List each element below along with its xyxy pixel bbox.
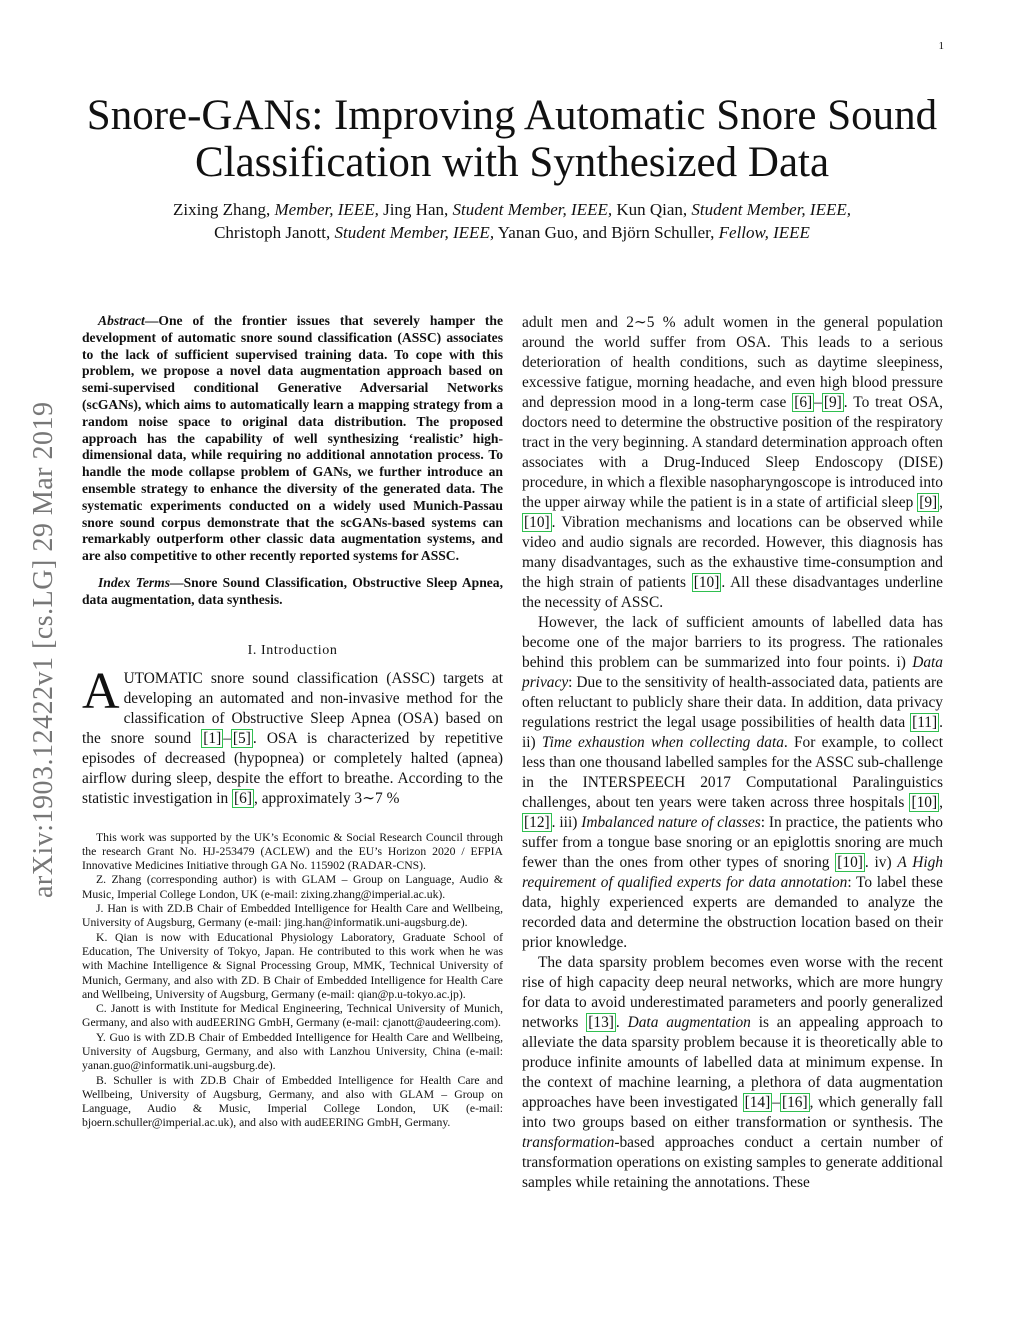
citation-link[interactable]: [6] xyxy=(234,789,252,807)
footnotes xyxy=(82,831,503,1131)
author-list xyxy=(100,198,924,244)
abstract-label: Abstract xyxy=(98,313,145,328)
section-heading: I. Introduction xyxy=(247,642,338,658)
abstract-text: —One of the frontier issues that severely hamper the development of automatic snore sound classification (ASSC) associates to the lack of sufficient supervised training data. To cope with this problem, we propose a novel data augmentation approach based on semi-supervised conditional Generative Adversarial Networks (scGANs), which aims to automatically learn a mapping strategy from a random noise space to original data distribution. The proposed approach has the capability of well synthesizing ‘realistic’ high-dimensional data, while requiring no additional annotation process. To handle the mode collapse problem of GANs, we further introduce an ensemble strategy to enhance the diversity of the generated data. The systematic experiments conducted on a widely used Munich-Passau snore sound corpus demonstrate that the scGANs-based systems can remarkably outperform other classic data augmentation systems, and are also competitive to other recently reported systems for ASSC. xyxy=(82,313,503,564)
author-name: Christoph Janott, xyxy=(214,223,331,242)
body-paragraph xyxy=(522,313,943,613)
intro-text: . OSA is characterized by repetitive episodes of decreased (hypopnea) or completely halted (apnea) airflow during sleep, despite the effort to breathe. According to the statistic investigation in xyxy=(82,729,503,807)
body-text: . iv) xyxy=(864,854,898,871)
author-name: Kun Qian, xyxy=(616,200,688,219)
body-text: . All these disadvantages underline the necessity of ASSC. xyxy=(522,574,943,611)
title-line-2: Classification with Synthesized Data xyxy=(194,139,830,186)
citation-link[interactable]: [13] xyxy=(588,1014,614,1031)
author-affiliation: Fellow, IEEE xyxy=(718,223,810,242)
footnote: J. Han is with ZD.B Chair of Embedded Intelligence for Health Care and Wellbeing, University of Augsburg, Germany (e-mail: jing.han@informatik.uni-augsburg.de). xyxy=(82,902,503,930)
footnote: Y. Guo is with ZD.B Chair of Embedded Intelligence for Health Care and Wellbeing, University of Augsburg, Germany, and also with Lanzhou University, China (e-mail: yanan.guo@informatik.uni-augsburg.de). xyxy=(82,1030,503,1073)
citation-link[interactable]: [11] xyxy=(912,714,938,731)
drop-cap: A xyxy=(82,662,120,720)
emphasis-text: transformation xyxy=(522,1134,615,1151)
body-text: adult men and 2∼5 % adult women in the general population around the world suffer from OSA. This leads to a serious deterioration of health conditions, such as daytime sleepiness, excessive fatigue, morning headache, and even high blood pressure and depression mood in a long-term case xyxy=(522,314,943,411)
body-text: However, the lack of sufficient amounts of labelled data has become one of the major barriers to its progress. The rationales behind this problem can be summarized into four points. i) xyxy=(522,614,943,671)
emphasis-text: Time exhaustion when collecting data xyxy=(541,734,784,751)
body-text: is an appealing approach to alleviate the data sparsity problem because it is theoretically able to produce infinite amounts of labelled data at minimum expense. In the context of machine learning, a plethora of data augmentation approaches have been investigated xyxy=(522,1014,944,1111)
body-text: , xyxy=(939,494,943,511)
citation-link[interactable]: [9] xyxy=(823,394,842,411)
body-text: , xyxy=(939,794,943,811)
citation-link[interactable]: [16] xyxy=(781,1094,808,1111)
footnote: K. Qian is now with Educational Physiology Laboratory, Graduate School of Education, The University of Tokyo, Japan. He contributed to this work when he was with Machine Intelligence & Signal Processing Group, MMK, Technical University of Munich, Germany, and also with ZD. B Chair of Embedded Intelligence for Health Care and Wellbeing, University of Augsburg, Germany (e-mail: qian@p.u-tokyo.ac.jp). xyxy=(82,930,503,1001)
body-text: The data sparsity problem becomes even worse with the recent rise of high capacity deep neural networks, which are more hungry for data to avoid underestimated parameters and poorly generalized networks xyxy=(522,954,943,1031)
citation-link[interactable]: [14] xyxy=(744,1094,771,1111)
citation-link[interactable]: [6] xyxy=(794,394,813,411)
intro-text: – xyxy=(223,729,231,747)
left-column xyxy=(82,313,503,1131)
body-text: . ii) xyxy=(522,714,943,751)
emphasis-text: A High requirement of qualified experts for data annotation xyxy=(522,854,943,891)
paper-title xyxy=(0,92,1024,186)
index-terms-text: —Snore Sound Classification, Obstructive Sleep Apnea, data augmentation, data synthesis. xyxy=(82,574,503,607)
author-affiliation: Student Member, IEEE, xyxy=(334,223,495,242)
body-text: . xyxy=(615,1014,628,1031)
citation-link[interactable]: [5] xyxy=(232,729,251,747)
author-affiliation: Student Member, IEEE, xyxy=(691,200,851,219)
emphasis-text: Imbalanced nature of classes xyxy=(581,814,761,831)
arxiv-identifier: arXiv:1903.12422v1 [cs.LG] 29 Mar 2019 xyxy=(28,401,59,899)
footnote: C. Janott is with Institute for Medical Engineering, Technical University of Munich, Germany, and also with audEERING GmbH, Germany (e-mail: cjanott@audeering.com). xyxy=(82,1002,503,1030)
body-text: : In practice, the patients who suffer from a tongue base snoring or an epiglottis snoring are much fewer than the ones from other types of snoring xyxy=(522,814,943,871)
body-text: – xyxy=(772,1094,780,1111)
footnote: Z. Zhang (corresponding author) is with GLAM – Group on Language, Audio & Music, Imperial College London, UK (e-mail: zixing.zhang@imperial.ac.uk). xyxy=(82,873,503,901)
intro-paragraph xyxy=(82,662,503,809)
citation-link[interactable]: [12] xyxy=(524,814,550,831)
body-text: . For example, to collect less than one thousand labelled samples for the ASSC sub-challenge in the INTERSPEECH 2017 Computational Paralinguistics challenges, about ten years were taken across three hospitals xyxy=(522,734,943,811)
citation-link[interactable]: [9] xyxy=(919,494,938,511)
body-text: : Due to the sensitivity of health-associated data, patients are often reluctant to publicly share their data. In addition, data privacy regulations restrict the legal usage possibilities of health data xyxy=(522,674,943,731)
body-paragraph xyxy=(522,613,943,953)
emphasis-text: Data privacy xyxy=(522,654,943,691)
body-text: . iii) xyxy=(551,814,582,831)
body-text: : To label these data, highly experienced experts are demanded to analyze the recorded data and determine the obstruction location based on their prior knowledge. xyxy=(522,874,943,951)
author-affiliation: Student Member, IEEE, xyxy=(452,200,613,219)
body-text: – xyxy=(814,394,822,411)
author-name: Jing Han, xyxy=(383,200,449,219)
author-affiliation: Member, IEEE, xyxy=(274,200,379,219)
author-name: Zixing Zhang, xyxy=(173,200,271,219)
body-text: -based approaches conduct a certain number of transformation operations on existing samples to generate additional samples while retaining the annotations. These xyxy=(522,1134,943,1191)
citation-link[interactable]: [10] xyxy=(524,514,550,531)
index-terms xyxy=(82,575,503,609)
body-paragraph xyxy=(522,953,943,1193)
author-name: Yanan Guo, and Björn Schuller, xyxy=(497,223,715,242)
right-column xyxy=(522,313,943,1193)
index-terms-label: Index Terms xyxy=(98,574,171,590)
citation-link[interactable]: [10] xyxy=(911,794,938,811)
page-number: 1 xyxy=(938,40,944,52)
footnote: B. Schuller is with ZD.B Chair of Embedded Intelligence for Health Care and Wellbeing, University of Augsburg, Germany, and also with GLAM – Group on Language, Audio & Music, Imperial College London, UK (e-mail: bjoern.schuller@imperial.ac.uk), and also with audEERING GmbH, Germany. xyxy=(82,1073,503,1130)
emphasis-text: Data augmentation xyxy=(627,1014,751,1031)
footnote: This work was supported by the UK’s Economic & Social Research Council through the research Grant No. HJ-253479 (ACLEW) and the EU’s Horizon 2020 / EFPIA Innovative Medicines Initiative through GA No. 115902 (RADAR-CNS). xyxy=(82,830,503,873)
body-text: , which generally fall into two groups based on either transformation or synthesis. The xyxy=(522,1094,943,1131)
title-line-1: Snore-GANs: Improving Automatic Snore Sound xyxy=(86,92,938,139)
citation-link[interactable]: [10] xyxy=(837,854,863,871)
body-text: . Vibration mechanisms and locations can be observed while video and audio signals are recorded. However, this diagnosis has many disadvantages, such as the exhaustive time-consumption and the high strain of patients xyxy=(522,514,943,591)
intro-text: UTOMATIC snore sound classification (ASSC) targets at developing an automated and non-invasive method for the classification of Obstructive Sleep Apnea (OSA) based on the snore sound xyxy=(82,669,503,747)
citation-link[interactable]: [10] xyxy=(693,574,720,591)
abstract xyxy=(82,313,503,565)
body-text: . To treat OSA, doctors need to determine the obstructive position of the respiratory tract in the very beginning. A standard determination approach often associates with a Drug-Induced Sleep Endoscopy (DISE) procedure, in which a flexible nasopharyngoscope is introduced into the upper airway while the patient is in a state of artificial sleep xyxy=(522,394,943,511)
intro-text: , approximately 3∼7 % xyxy=(254,789,400,807)
citation-link[interactable]: [1] xyxy=(203,729,222,747)
